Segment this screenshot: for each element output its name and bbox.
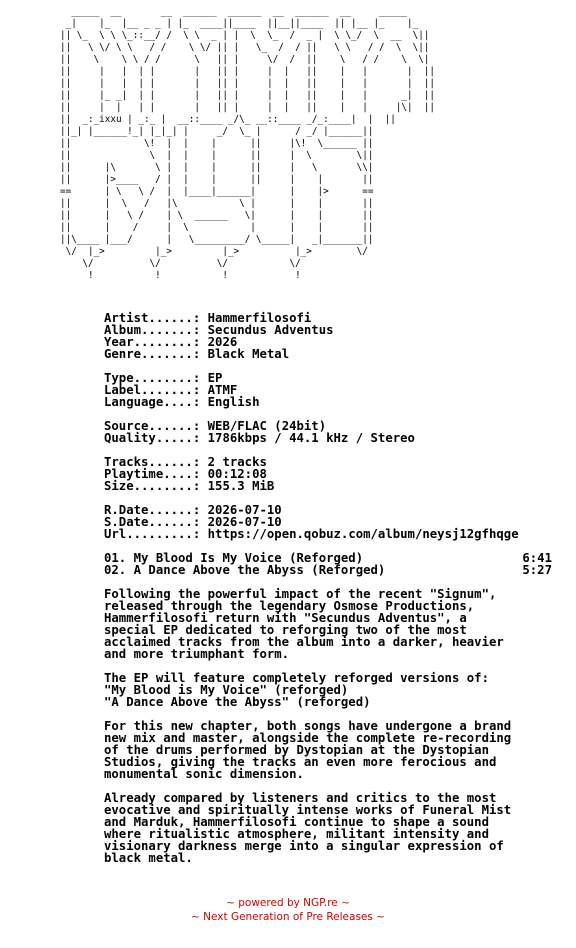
label-value: ATMF: [207, 383, 238, 397]
sdate-value: 2026-07-10: [207, 515, 282, 529]
quality-label: Quality.....:: [104, 431, 201, 445]
url-row: [104, 528, 552, 540]
ngp-ascii-logo: _____ __ __ ______ ______ __ ______ __ _____ _| |_ |__ _ _ | |_ ____||____ ||__||____ || |__ |_ |_ || \_ \ \ \_::__/ / \ \ _ | | \ \_ / _ | \ \_/ \ __ \|| || \ \/ \ \ / / \ \/ || | \_ / / || \ \ / / \ \|| || \ \ \ / / \ || | \/ / || \ / / \ \| || | | | | | || | | | || | | | || || | | | | | || | | | || | | | || || |_ _| | | | || | | | || | | _| || || | | | | | || | | | || | | |\| || || _:_ixxu | _:_ | __::____ _/\_ __::____ _/_:____| | || ||_| |______!_| |_|_| | _/ \_ | / _/ |______|| || \! | | | || |\! \______ || || \ | | | || | \ \|| || |\ \ | | | || | \ \\| || |>____ / | | | || | | || == | \ \ / | |____|______| | |> == || | \ / |\ \ | | | || || | \ / | \ ______ \| | | || || | / | \ | | | || ||\____ |___/ | \_________/ \_____| _|_______|| \/ |_> |_> |_> |_> \/ \/ \/ \/ \/ ! ! ! !: [60, 6, 436, 281]
artist-label: Artist......:: [104, 311, 201, 325]
label-label: Label.......:: [104, 383, 201, 397]
year-label: Year........:: [104, 335, 201, 349]
tracks-label: Tracks......:: [104, 455, 201, 469]
genre-label: Genre.......:: [104, 347, 201, 361]
language-value: English: [207, 395, 260, 409]
footer-tagline: ~ Next Generation of Pre Releases ~: [191, 911, 385, 923]
size-row: [104, 480, 552, 492]
url-value: https://open.qobuz.com/album/neysj12gfhqge: [207, 527, 519, 541]
track-duration: 5:27: [522, 563, 552, 577]
source-label: Source......:: [104, 419, 201, 433]
sdate-label: S.Date......:: [104, 515, 201, 529]
track-duration: 6:41: [522, 551, 552, 565]
description-paragraph-1: Following the powerful impact of the recent "Signum", released through the legendary Osmose Productions, Hammerfilosofi return with "Secundus Adventus", a special EP dedicated to reforging two of the most acclaimed tracks from the album into a darker, heavier and more triumphant form.: [104, 587, 504, 661]
size-value: 155.3 MiB: [207, 479, 275, 493]
language-label: Language....:: [104, 395, 201, 409]
release-info: [104, 312, 552, 864]
type-value: EP: [207, 371, 223, 385]
footer-powered-by: ~ powered by NGP.re ~: [226, 897, 350, 909]
genre-row: [104, 348, 552, 360]
type-label: Type........:: [104, 371, 201, 385]
quality-row: [104, 432, 552, 444]
source-value: WEB/FLAC (24bit): [207, 419, 327, 433]
track-title: 01. My Blood Is My Voice (Reforged): [104, 551, 364, 565]
album-label: Album.......:: [104, 323, 201, 337]
language-row: [104, 396, 552, 408]
track-row-2: [104, 564, 552, 576]
description-paragraph-2: The EP will feature completely reforged versions of: "My Blood is My Voice" (reforged) "A Dance Above the Abyss" (reforged): [104, 671, 489, 709]
quality-value: 1786kbps / 44.1 kHz / Stereo: [207, 431, 415, 445]
playtime-value: 00:12:08: [207, 467, 267, 481]
tracks-value: 2 tracks: [207, 455, 267, 469]
url-label: Url.........:: [104, 527, 201, 541]
genre-value: Black Metal: [207, 347, 290, 361]
year-value: 2026: [207, 335, 238, 349]
playtime-label: Playtime....:: [104, 467, 201, 481]
track-title: 02. A Dance Above the Abyss (Reforged): [104, 563, 386, 577]
description-paragraph-4: Already compared by listeners and critics to the most evocative and spiritually intense works of Funeral Mist and Marduk, Hammerfilosofi continue to shape a sound where ritualistic atmosphere, militant intensity and visionary darkness merge into a singular expression of black metal.: [104, 791, 512, 865]
album-value: Secundus Adventus: [207, 323, 334, 337]
rdate-value: 2026-07-10: [207, 503, 282, 517]
size-label: Size........:: [104, 479, 201, 493]
description-paragraph-3: For this new chapter, both songs have undergone a brand new mix and master, alongside the complete re-recording of the drums performed by Dystopian at the Dystopian Studios, giving the tracks an even more ferocious and monumental sonic dimension.: [104, 719, 512, 781]
artist-value: Hammerfilosofi: [207, 311, 312, 325]
rdate-label: R.Date......:: [104, 503, 201, 517]
